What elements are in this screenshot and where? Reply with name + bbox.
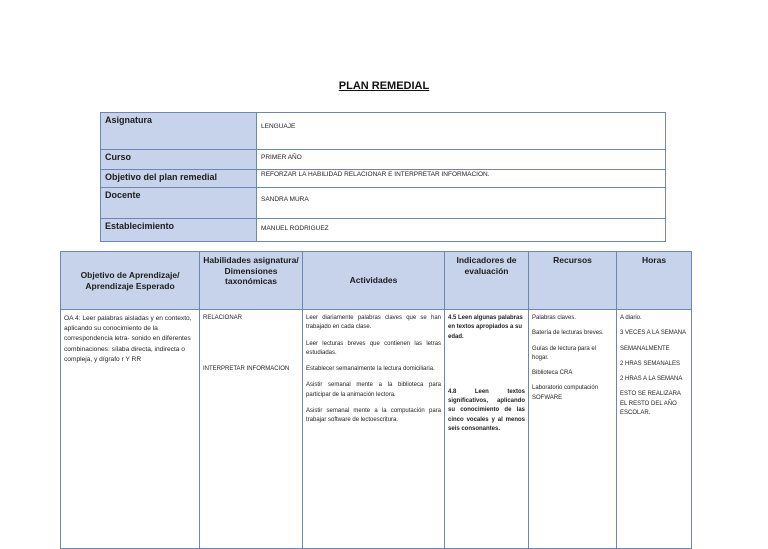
header-actividades: Actividades <box>303 252 445 310</box>
header-horas: Horas <box>617 252 692 310</box>
habilidad-item: RELACIONAR <box>203 315 243 321</box>
info-label: Curso <box>101 150 257 170</box>
info-row-establecimiento <box>101 219 666 242</box>
habilidades-cell <box>200 310 303 549</box>
recurso-item: Guías de lectura para el hogar. <box>532 345 597 361</box>
info-value: PRIMER AÑO <box>257 150 666 170</box>
hora-item: SEMANALMENTE <box>620 345 670 352</box>
info-row-docente <box>101 188 666 219</box>
actividades-cell <box>303 310 445 549</box>
info-value: MANUEL RODRIGUEZ <box>257 219 666 242</box>
info-row-objetivo <box>101 170 666 188</box>
info-label: Establecimiento <box>101 219 257 242</box>
plan-table <box>60 251 692 549</box>
actividad-item: Leer lecturas breves que contienen las letras estudiadas. <box>306 340 441 356</box>
info-value: LENGUAJE <box>257 113 666 150</box>
header-indicadores: Indicadores de evaluación <box>445 252 529 310</box>
recurso-item: Laboratorio computación SOFWARE <box>532 385 599 401</box>
header-habilidades: Habilidades asignatura/ Dimensiones taxonómicas <box>200 252 303 310</box>
plan-header-row <box>61 252 692 310</box>
recurso-item: Biblioteca CRA <box>532 370 573 377</box>
hora-item: A diario. <box>620 315 642 321</box>
recurso-item: Palabras claves. <box>532 315 577 321</box>
indicadores-cell <box>445 310 529 549</box>
hora-item: ESTO SE REALIZARA EL RESTO DEL AÑO ESCOLAR. <box>620 391 681 417</box>
hora-item: 3 VECES A LA SEMANA <box>620 330 687 337</box>
actividad-item: Leer diariamente palabras claves que se han trabajado en cada clase. <box>306 315 441 331</box>
info-label: Objetivo del plan remedial <box>101 170 257 188</box>
header-objetivo: Objetivo de Aprendizaje/ Aprendizaje Esperado <box>61 252 200 310</box>
actividad-item: Asistir semanal mente a la computación para trabajar software de lectoescritura. <box>306 408 441 424</box>
habilidad-item: INTERPRETAR INFORMACION <box>203 366 290 373</box>
hora-item: 2 HRAS A LA SEMANA <box>620 376 683 383</box>
info-value: REFORZAR LA HABILIDAD RELACIONAR E INTERPRETAR INFORMACION. <box>257 170 666 188</box>
plan-body-row <box>61 310 692 549</box>
header-recursos: Recursos <box>529 252 617 310</box>
info-table <box>100 112 666 242</box>
horas-cell <box>617 310 692 549</box>
info-row-curso <box>101 150 666 170</box>
hora-item: 2 HRAS SEMANALES <box>620 360 681 367</box>
info-label: Asignatura <box>101 113 257 150</box>
page-title: PLAN REMEDIAL <box>338 80 430 92</box>
objetivo-cell: OA 4: Leer palabras aisladas y en contexto, aplicando su conocimiento de la correspondencia letra- sonido en diferentes combinaciones: sílaba directa, indirecta o compleja, y dígrafo r Y RR <box>61 310 200 549</box>
info-label: Docente <box>101 188 257 219</box>
indicador-item: 4.8 Leen textos significativos, aplicando su conocimiento de las cinco vocales y al menos seis consonantes. <box>448 388 525 433</box>
recurso-item: Batería de lecturas breves. <box>532 330 604 337</box>
actividad-item: Establecer semanalmente la lectura domiciliaria. <box>306 366 435 373</box>
info-row-asignatura <box>101 113 666 150</box>
actividad-item: Asistir semanal mente a la biblioteca para participar de la animación lectora. <box>306 382 441 398</box>
indicador-item: 4.5 Leen algunas palabras en textos apropiados a su edad. <box>448 315 523 340</box>
recursos-cell <box>529 310 617 549</box>
info-value: SANDRA MURA <box>257 188 666 219</box>
